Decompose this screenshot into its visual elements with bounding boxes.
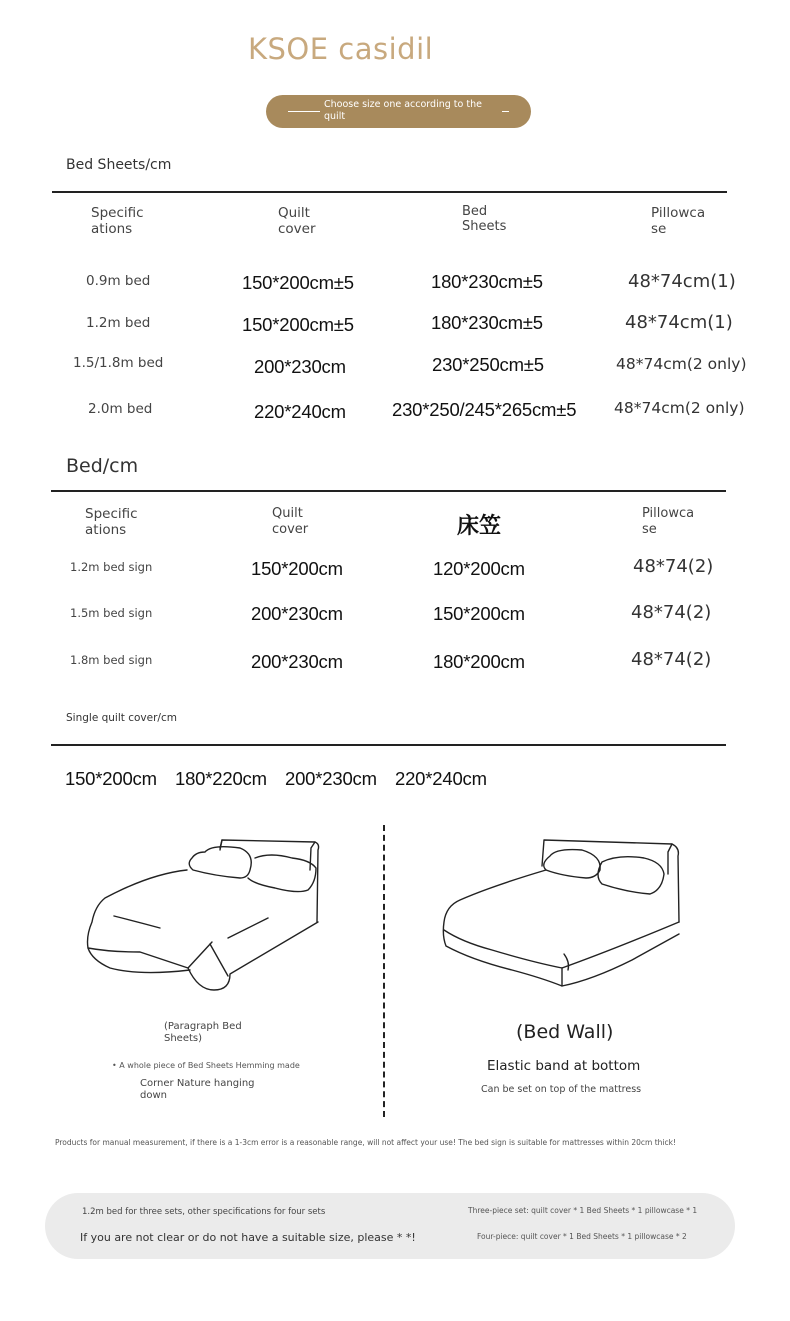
fitted-row-pillow: 48*74(2): [631, 649, 712, 670]
fitted-row-pillow: 48*74(2): [633, 556, 714, 577]
sheets-row-label: 1.5/1.8m bed: [73, 355, 164, 371]
illustration-divider: [383, 825, 385, 1117]
footer-three-piece: Three-piece set: quilt cover * 1 Bed Sheets * 1 pillowcase * 1: [468, 1206, 698, 1215]
fitted-divider: [51, 490, 726, 492]
sheets-row-pillow: 48*74cm(1): [628, 271, 736, 292]
sheets-row-quilt: 220*240cm: [254, 401, 346, 422]
fitted-header-quilt-cover: Quilt cover: [272, 506, 309, 537]
fitted-header-pillowcase: Pillowca se: [642, 506, 695, 537]
single-section-title: Single quilt cover/cm: [66, 712, 177, 724]
fitted-sheet-note: Elastic band at bottom: [487, 1058, 641, 1074]
sheets-header-specifications: Specific ations: [91, 205, 144, 237]
sheets-row-pillow: 48*74cm(2 only): [614, 399, 745, 417]
sheets-header-quilt-cover: Quilt cover: [278, 205, 316, 237]
sheets-row-pillow: 48*74cm(2 only): [616, 355, 747, 373]
fitted-row-pillow: 48*74(2): [631, 602, 712, 623]
single-size: 180*220cm: [175, 768, 267, 789]
sheets-row-pillow: 48*74cm(1): [625, 312, 733, 333]
banner-text: Choose size one according to the quilt: [324, 99, 482, 122]
sheets-row-label: 2.0m bed: [88, 401, 153, 417]
single-divider: [51, 744, 726, 746]
sheets-divider: [52, 191, 727, 193]
flat-sheet-note: • A whole piece of Bed Sheets Hemming made: [112, 1061, 300, 1070]
size-guide-banner: [266, 95, 531, 128]
sheets-row-label: 1.2m bed: [86, 315, 151, 331]
fitted-row-sheet: 150*200cm: [433, 603, 525, 624]
sheets-row-quilt: 150*200cm±5: [242, 314, 354, 335]
fitted-section-title: Bed/cm: [66, 455, 139, 477]
sheets-row-label: 0.9m bed: [86, 273, 151, 289]
fitted-row-quilt: 200*230cm: [251, 603, 343, 624]
measurement-disclaimer: Products for manual measurement, if there is a 1-3cm error is a reasonable range, will not affect your use! The bed sign is suitable for mattresses within 20cm thick!: [55, 1138, 676, 1147]
fitted-row-label: 1.2m bed sign: [70, 560, 153, 574]
fitted-header-fitted-sheet: 床笠: [457, 513, 502, 539]
banner-dash-decoration: [502, 111, 509, 112]
flat-sheet-note-2: Corner Nature hanging down: [140, 1078, 255, 1101]
footer-set-note: 1.2m bed for three sets, other specifications for four sets: [82, 1207, 326, 1217]
brand-title: KSOE casidil: [248, 32, 434, 66]
footer-info-panel: [45, 1193, 735, 1259]
single-size: 220*240cm: [395, 768, 487, 789]
fitted-sheet-bed-illustration-icon: [432, 830, 690, 998]
sheets-header-bed-sheets: Bed Sheets: [462, 204, 507, 234]
sheets-section-title: Bed Sheets/cm: [66, 157, 172, 173]
single-size: 150*200cm: [65, 768, 157, 789]
sheets-row-quilt: 150*200cm±5: [242, 272, 354, 293]
sheets-row-quilt: 200*230cm: [254, 356, 346, 377]
flat-sheet-bed-illustration-icon: [80, 830, 330, 1000]
fitted-sheet-caption: (Bed Wall): [516, 1021, 614, 1043]
fitted-row-quilt: 150*200cm: [251, 558, 343, 579]
flat-sheet-caption: (Paragraph Bed Sheets): [164, 1021, 242, 1044]
single-size: 200*230cm: [285, 768, 377, 789]
banner-line-decoration: [288, 111, 320, 112]
footer-four-piece: Four-piece: quilt cover * 1 Bed Sheets * 1 pillowcase * 2: [477, 1232, 687, 1241]
sheets-row-sheet: 180*230cm±5: [431, 271, 543, 292]
footer-contact-note: If you are not clear or do not have a suitable size, please * *!: [80, 1231, 416, 1244]
sheets-row-sheet: 180*230cm±5: [431, 312, 543, 333]
fitted-row-sheet: 180*200cm: [433, 651, 525, 672]
fitted-header-specifications: Specific ations: [85, 506, 138, 538]
fitted-row-label: 1.5m bed sign: [70, 606, 153, 620]
sheets-header-pillowcase: Pillowca se: [651, 205, 706, 237]
fitted-row-sheet: 120*200cm: [433, 558, 525, 579]
fitted-row-label: 1.8m bed sign: [70, 653, 153, 667]
fitted-sheet-note-2: Can be set on top of the mattress: [481, 1084, 642, 1095]
sheets-row-sheet: 230*250cm±5: [432, 354, 544, 375]
sheets-row-sheet: 230*250/245*265cm±5: [392, 399, 577, 420]
fitted-row-quilt: 200*230cm: [251, 651, 343, 672]
